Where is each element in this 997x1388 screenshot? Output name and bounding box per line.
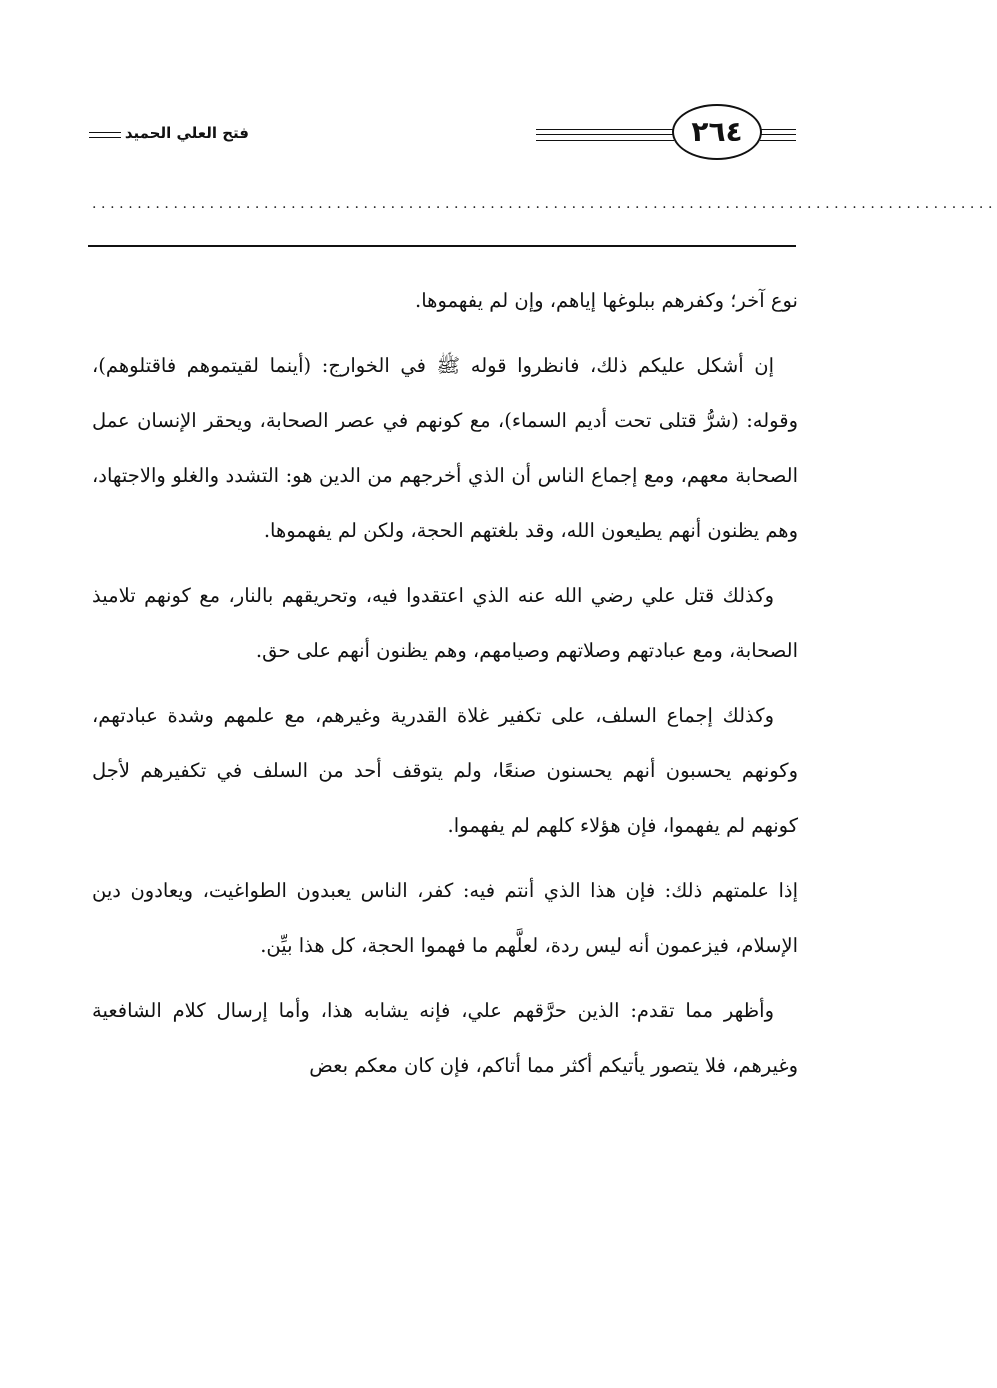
running-title: فتح العلي الحميد <box>124 124 249 142</box>
page-header <box>0 100 879 170</box>
page-number: ٢٦٤ <box>672 104 762 160</box>
title-ornament-rule <box>89 132 121 138</box>
paragraph-3: وكذلك قتل علي رضي الله عنه الذي اعتقدوا فيه، وتحريقهم بالنار، مع كونهم تلاميذ الصحابة، ومع عبادتهم وصلاتهم وصيامهم، وهم يظنون أنهم على حق. <box>92 584 798 662</box>
paragraph-4: وكذلك إجماع السلف، على تكفير غلاة القدرية وغيرهم، مع علمهم وشدة عبادتهم، وكونهم يحسبون أنهم يحسنون صنعًا، ولم يتوقف أحد من السلف في تكفيرهم لأجل كونهم لم يفهموا، فإن هؤلاء كلهم لم يفهموا. <box>92 704 798 837</box>
paragraph-2: إن أشكل عليكم ذلك، فانظروا قوله ﷺ في الخوارج: (أينما لقيتموهم فاقتلوهم)، وقوله: (شرُّ قتلى تحت أديم السماء)، مع كونهم في عصر الصحابة، ويحقر الإنسان عمل الصحابة معهم، ومع إجماع الناس أن الذي أخرجهم من الدين هو: التشدد والغلو والاجتهاد، وهم يظنون أنهم يطيعون الله، وقد بلغتهم الحجة، ولكن لم يفهموها. <box>92 354 798 542</box>
main-text <box>92 273 798 1093</box>
paragraph-5: إذا علمتهم ذلك: فإن هذا الذي أنتم فيه: كفر، الناس يعبدون الطواغيت، ويعادون دين الإسلام، فيزعمون أنه ليس ردة، لعلَّهم ما فهموا الحجة، كل هذا بيِّن. <box>92 879 798 957</box>
page-number-rule-right <box>760 129 796 141</box>
paragraph-6: وأظهر مما تقدم: الذين حرَّقهم علي، فإنه يشابه هذا، وأما إرسال كلام الشافعية وغيرهم، فلا يتصور يأتيكم أكثر مما أتاكم، فإن كان معكم بعض <box>92 999 798 1077</box>
page-number-rule-left <box>536 129 674 141</box>
paragraph-1: نوع آخر؛ وكفرهم ببلوغها إياهم، وإن لم يفهموها. <box>415 289 798 312</box>
footnote-dotted-line: .................................................................................................... <box>92 196 997 212</box>
header-separator-line <box>88 245 796 247</box>
